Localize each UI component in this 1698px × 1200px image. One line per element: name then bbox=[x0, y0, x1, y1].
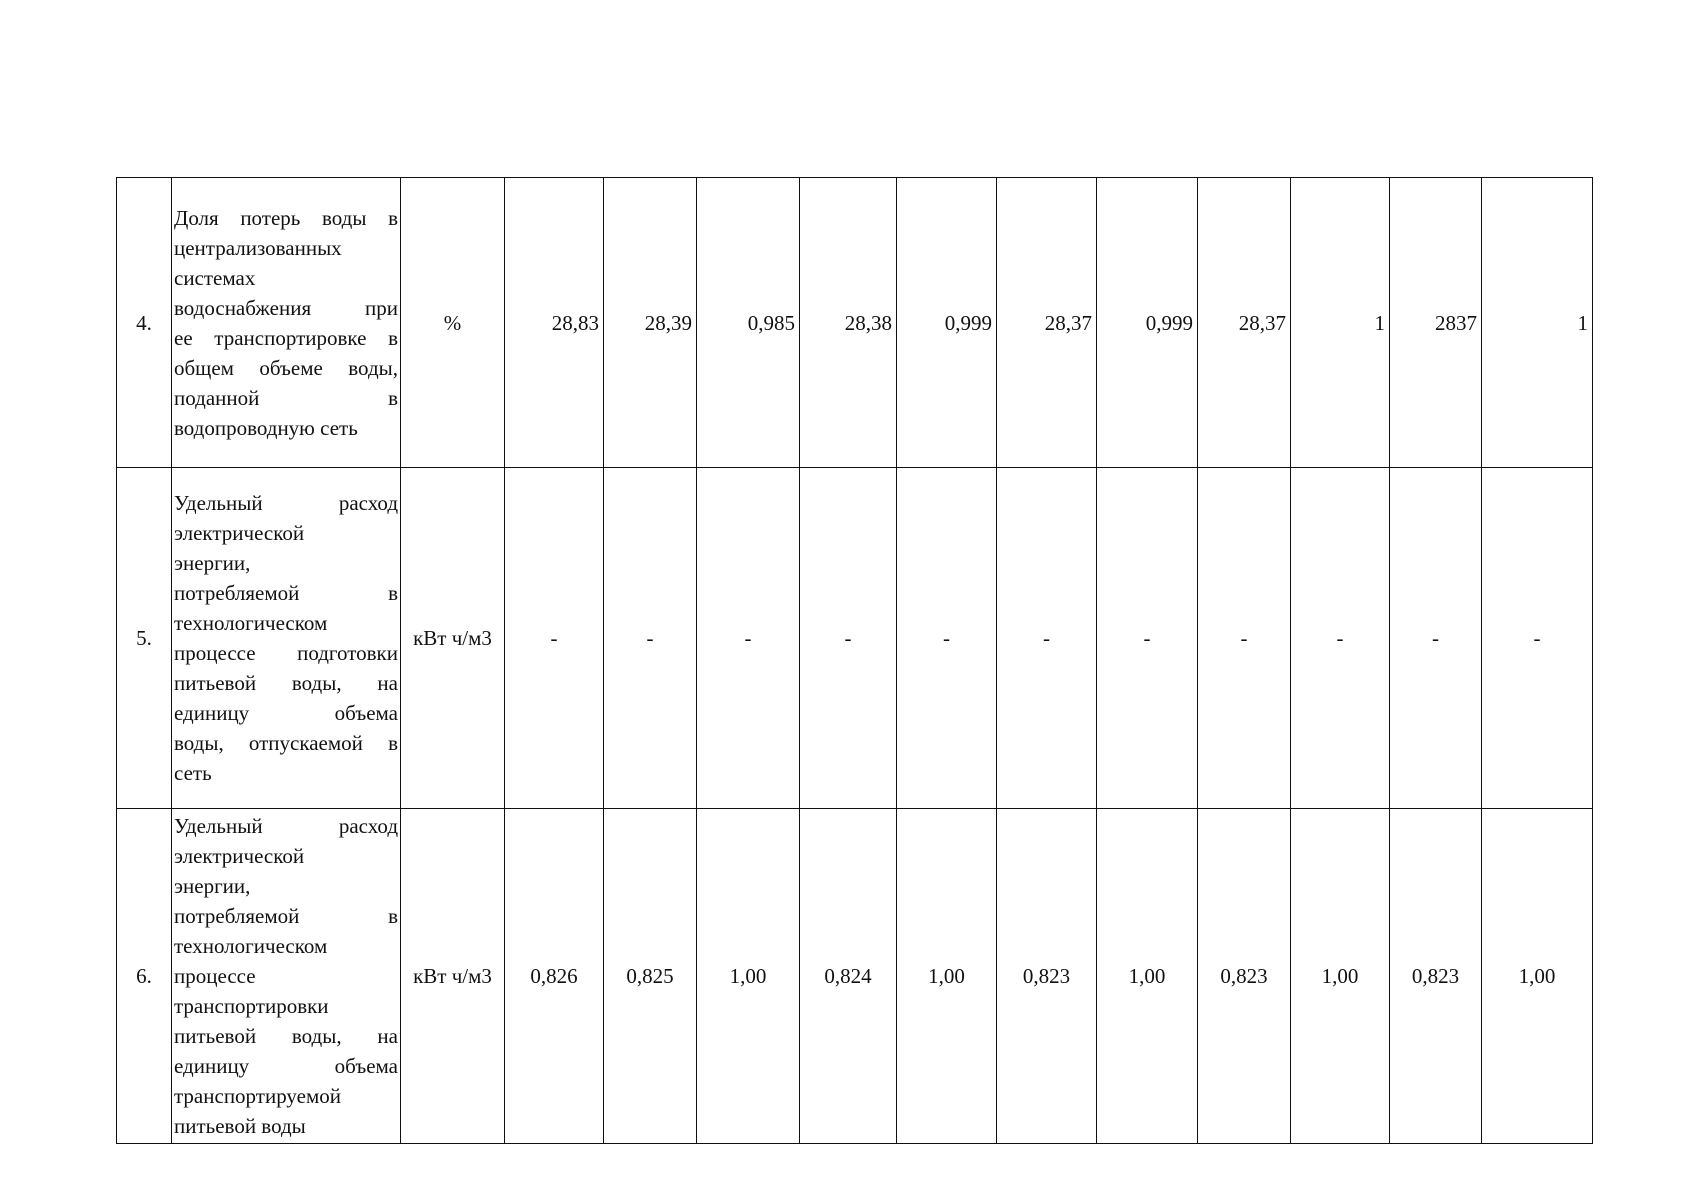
value-cell: 0,824 bbox=[800, 809, 897, 1144]
indicator-name-line: Доля потерь воды в bbox=[174, 205, 398, 230]
value-cell: 28,39 bbox=[604, 178, 697, 468]
value-cell: 2837 bbox=[1390, 178, 1482, 468]
value-cell: 1 bbox=[1291, 178, 1390, 468]
value-cell: 0,999 bbox=[1097, 178, 1198, 468]
value-cell: - bbox=[997, 468, 1097, 809]
indicator-name-line: потребляемой в bbox=[174, 581, 398, 605]
value-cell: 0,823 bbox=[1198, 809, 1291, 1144]
indicator-name-line: питьевой воды bbox=[174, 1114, 306, 1138]
value-cell: 0,823 bbox=[997, 809, 1097, 1144]
value-cell: 1,00 bbox=[1291, 809, 1390, 1144]
indicator-name-line: Удельный расход bbox=[174, 491, 398, 515]
row-number: 6. bbox=[117, 809, 172, 1144]
value-cell: 0,825 bbox=[604, 809, 697, 1144]
unit-cell: кВт ч/м3 bbox=[401, 468, 505, 809]
value-cell: 1 bbox=[1482, 178, 1593, 468]
value-cell: 0,985 bbox=[697, 178, 800, 468]
indicator-name-line: единицу объема bbox=[174, 701, 398, 725]
indicator-name-line: поданной в bbox=[174, 385, 398, 410]
indicator-name-line: воды, отпускаемой в bbox=[174, 731, 398, 755]
value-cell: - bbox=[1291, 468, 1390, 809]
value-cell: 28,83 bbox=[505, 178, 604, 468]
unit-cell: кВт ч/м3 bbox=[401, 809, 505, 1144]
indicator-name-line: энергии, bbox=[174, 874, 251, 898]
indicator-name-line: энергии, bbox=[174, 551, 251, 575]
indicator-name-line: централизованных bbox=[174, 235, 342, 260]
indicator-name bbox=[172, 178, 401, 468]
indicator-name-line: транспортировки bbox=[174, 994, 329, 1018]
indicator-name-line: ее транспортировке в bbox=[174, 325, 398, 350]
value-cell: 1,00 bbox=[1097, 809, 1198, 1144]
value-cell: 28,37 bbox=[1198, 178, 1291, 468]
value-cell: - bbox=[1198, 468, 1291, 809]
value-cell: - bbox=[1097, 468, 1198, 809]
indicator-name-line: Удельный расход bbox=[174, 814, 398, 838]
indicator-name-line: процессе bbox=[174, 964, 256, 988]
indicator-name-line: процессе подготовки bbox=[174, 641, 398, 665]
value-cell: - bbox=[800, 468, 897, 809]
value-cell: - bbox=[505, 468, 604, 809]
indicator-name-line: питьевой воды, на bbox=[174, 1024, 398, 1048]
indicator-name-line: технологическом bbox=[174, 611, 328, 635]
indicator-table bbox=[116, 177, 1593, 1144]
value-cell: 1,00 bbox=[697, 809, 800, 1144]
table-row bbox=[117, 178, 1593, 468]
row-number: 5. bbox=[117, 468, 172, 809]
indicator-name-line: технологическом bbox=[174, 934, 328, 958]
indicator-name-line: водоснабжения при bbox=[174, 295, 398, 320]
value-cell: 0,999 bbox=[897, 178, 997, 468]
value-cell: - bbox=[1482, 468, 1593, 809]
indicator-name-line: потребляемой в bbox=[174, 904, 398, 928]
value-cell: - bbox=[697, 468, 800, 809]
table-row bbox=[117, 809, 1593, 1144]
indicator-name-line: электрической bbox=[174, 844, 305, 868]
table-body bbox=[117, 178, 1593, 1144]
table-row bbox=[117, 468, 1593, 809]
value-cell: 28,37 bbox=[997, 178, 1097, 468]
indicator-name-line: системах bbox=[174, 265, 256, 290]
indicator-name-line: питьевой воды, на bbox=[174, 671, 398, 695]
indicator-name-line: водопроводную сеть bbox=[174, 415, 358, 440]
value-cell: - bbox=[1390, 468, 1482, 809]
value-cell: 1,00 bbox=[897, 809, 997, 1144]
indicator-name-line: сеть bbox=[174, 761, 212, 785]
indicator-name-line: общем объеме воды, bbox=[174, 355, 398, 380]
value-cell: - bbox=[604, 468, 697, 809]
indicator-name-line: электрической bbox=[174, 521, 305, 545]
unit-cell: % bbox=[401, 178, 505, 468]
indicator-name bbox=[172, 809, 401, 1144]
row-number: 4. bbox=[117, 178, 172, 468]
indicator-name-line: транспортируемой bbox=[174, 1084, 341, 1108]
value-cell: 0,826 bbox=[505, 809, 604, 1144]
value-cell: 0,823 bbox=[1390, 809, 1482, 1144]
indicator-name-line: единицу объема bbox=[174, 1054, 398, 1078]
indicator-name bbox=[172, 468, 401, 809]
value-cell: 1,00 bbox=[1482, 809, 1593, 1144]
value-cell: - bbox=[897, 468, 997, 809]
value-cell: 28,38 bbox=[800, 178, 897, 468]
